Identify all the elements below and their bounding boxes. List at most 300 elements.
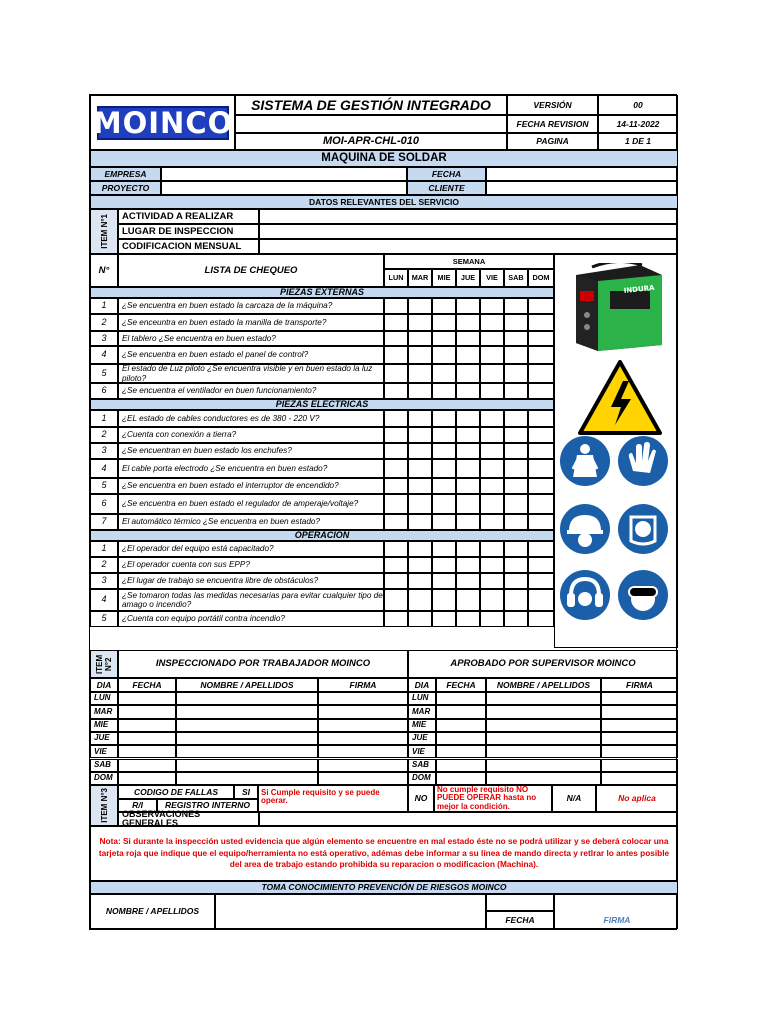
empresa-field[interactable]	[161, 167, 407, 181]
day-header-dom: DOM	[528, 269, 554, 287]
check-cell[interactable]	[432, 494, 456, 514]
supervisor-dia-header: DIA	[408, 678, 436, 692]
day-header-mar: MAR	[408, 269, 432, 287]
check-cell[interactable]	[408, 459, 432, 478]
item-number: 4	[90, 589, 118, 611]
check-cell[interactable]	[528, 427, 554, 443]
item-number: 5	[90, 364, 118, 383]
codigo-fallas-label: CODIGO DE FALLAS	[118, 785, 234, 799]
check-cell[interactable]	[480, 331, 504, 346]
supervisor-fecha-header: FECHA	[436, 678, 486, 692]
check-cell[interactable]	[456, 514, 480, 530]
check-cell[interactable]	[384, 494, 408, 514]
checklist-question: El automático térmico ¿Se encuentra en buen estado?	[118, 514, 384, 530]
check-cell[interactable]	[528, 514, 554, 530]
item1-label: ITEM N°1	[99, 214, 109, 249]
item-number: 4	[90, 459, 118, 478]
check-cell[interactable]	[432, 478, 456, 494]
form-sheet	[89, 94, 677, 930]
item-number: 3	[90, 573, 118, 589]
check-cell[interactable]	[456, 314, 480, 331]
trabajador-fecha-cell[interactable]	[118, 745, 176, 758]
check-cell[interactable]	[384, 573, 408, 589]
check-cell[interactable]	[480, 557, 504, 573]
check-cell[interactable]	[456, 459, 480, 478]
trabajador-firma-cell[interactable]	[318, 759, 408, 772]
supervisor-nombre-header: NOMBRE / APELLIDOS	[486, 678, 601, 692]
item3-label: ITEM N°3	[99, 788, 109, 823]
check-cell[interactable]	[480, 494, 504, 514]
check-cell[interactable]	[408, 478, 432, 494]
check-cell[interactable]	[528, 589, 554, 611]
supervisor-nombre-cell[interactable]	[486, 759, 601, 772]
trabajador-nombre-cell[interactable]	[176, 705, 318, 718]
sig-day-lun: LUN	[408, 692, 436, 705]
cliente-label: CLIENTE	[407, 181, 486, 195]
check-cell[interactable]	[480, 364, 504, 383]
check-cell[interactable]	[528, 314, 554, 331]
item-number: 3	[90, 331, 118, 346]
check-cell[interactable]	[408, 494, 432, 514]
check-cell[interactable]	[384, 364, 408, 383]
actividad-field[interactable]	[259, 209, 678, 224]
check-cell[interactable]	[384, 346, 408, 364]
pagina-label: PAGINA	[507, 133, 598, 150]
checklist-question: ¿Se encuentra en buen estado la carcaza de la máquina?	[118, 298, 384, 314]
sig-day-jue: JUE	[90, 732, 118, 745]
supervisor-firma-cell[interactable]	[601, 732, 678, 745]
check-cell[interactable]	[432, 514, 456, 530]
sig-day-mar: MAR	[90, 705, 118, 718]
supervisor-nombre-cell[interactable]	[486, 692, 601, 705]
check-cell[interactable]	[480, 573, 504, 589]
check-cell[interactable]	[384, 427, 408, 443]
trabajador-nombre-cell[interactable]	[176, 732, 318, 745]
check-cell[interactable]	[504, 298, 528, 314]
trabajador-fecha-cell[interactable]	[118, 772, 176, 785]
day-header-vie: VIE	[480, 269, 504, 287]
si-code: SI	[234, 785, 258, 799]
supervisor-nombre-cell[interactable]	[486, 745, 601, 758]
proyecto-field[interactable]	[161, 181, 407, 195]
item2-label: ITEM N°2	[95, 654, 113, 674]
supervisor-firma-header: FIRMA	[601, 678, 678, 692]
check-cell[interactable]	[384, 589, 408, 611]
checklist-question: El tablero ¿Se encuentra en buen estado?	[118, 331, 384, 346]
sig-day-mie: MIE	[90, 719, 118, 732]
system-title: SISTEMA DE GESTIÓN INTEGRADO	[235, 95, 507, 115]
check-cell[interactable]	[528, 298, 554, 314]
ri-code: R/I	[118, 799, 157, 812]
codificacion-field[interactable]	[259, 239, 678, 254]
ear-protection-icon	[559, 569, 611, 621]
checklist-question: ¿Se encuentra el ventilador en buen funcionamiento?	[118, 383, 384, 399]
supervisor-firma-cell[interactable]	[601, 772, 678, 785]
supervisor-nombre-cell[interactable]	[486, 719, 601, 732]
day-header-lun: LUN	[384, 269, 408, 287]
fecha-field[interactable]	[486, 167, 678, 181]
check-cell[interactable]	[480, 611, 504, 627]
check-cell[interactable]	[504, 478, 528, 494]
check-cell[interactable]	[480, 443, 504, 459]
item-number: 1	[90, 298, 118, 314]
check-cell[interactable]	[408, 298, 432, 314]
check-cell[interactable]	[480, 346, 504, 364]
checklist-question: El estado de Luz piloto ¿Se encuentra visible y en buen estado la luz piloto?	[118, 364, 384, 383]
item-number: 5	[90, 478, 118, 494]
datos-relevantes-header: DATOS RELEVANTES DEL SERVICIO	[90, 195, 678, 209]
toma-nombre-label: NOMBRE / APELLIDOS	[90, 894, 215, 929]
trabajador-nombre-header: NOMBRE / APELLIDOS	[176, 678, 318, 692]
apron-icon	[559, 435, 611, 487]
logo-text: MOINCO	[92, 106, 234, 140]
toma-firma-label: FIRMA	[603, 914, 631, 925]
supervisor-firma-cell[interactable]	[601, 692, 678, 705]
check-cell[interactable]	[456, 298, 480, 314]
check-cell[interactable]	[456, 589, 480, 611]
check-cell[interactable]	[480, 459, 504, 478]
trabajador-dia-header: DIA	[90, 678, 118, 692]
image-column	[554, 254, 678, 648]
checklist-question: ¿Se tomaron todas las medidas necesarias para evitar cualquier tipo de amago o incendio?	[118, 589, 384, 611]
check-cell[interactable]	[504, 443, 528, 459]
check-cell[interactable]	[528, 573, 554, 589]
electric-hazard-icon	[577, 359, 663, 437]
aprobado-title: APROBADO POR SUPERVISOR MOINCO	[408, 650, 678, 678]
lista-header: LISTA DE CHEQUEO	[118, 254, 384, 287]
trabajador-firma-cell[interactable]	[318, 772, 408, 785]
item-number: 7	[90, 514, 118, 530]
check-cell[interactable]	[408, 611, 432, 627]
check-cell[interactable]	[480, 410, 504, 427]
registro-interno-label: REGISTRO INTERNO	[157, 799, 258, 812]
check-cell[interactable]	[480, 478, 504, 494]
trabajador-fecha-header: FECHA	[118, 678, 176, 692]
check-cell[interactable]	[504, 364, 528, 383]
check-cell[interactable]	[504, 383, 528, 399]
document-code: MOI-APR-CHL-010	[235, 133, 507, 150]
checklist-question: ¿Se encuentra en buen estado el interruptor de encendido?	[118, 478, 384, 494]
trabajador-fecha-cell[interactable]	[118, 759, 176, 772]
section-header: OPERACION	[90, 530, 554, 541]
check-cell[interactable]	[480, 427, 504, 443]
supervisor-nombre-cell[interactable]	[486, 772, 601, 785]
supervisor-firma-cell[interactable]	[601, 705, 678, 718]
goggles-icon	[617, 569, 669, 621]
check-cell[interactable]	[456, 557, 480, 573]
lugar-field[interactable]	[259, 224, 678, 239]
trabajador-firma-header: FIRMA	[318, 678, 408, 692]
section-header: PIEZAS ELECTRICAS	[90, 399, 554, 410]
n-header: N°	[90, 254, 118, 287]
supervisor-fecha-cell[interactable]	[436, 732, 486, 745]
supervisor-firma-cell[interactable]	[601, 719, 678, 732]
toma-fecha-field[interactable]	[486, 894, 554, 911]
pagina-value: 1 DE 1	[598, 133, 678, 150]
section-header: PIEZAS EXTERNAS	[90, 287, 554, 298]
check-cell[interactable]	[456, 541, 480, 557]
fecha-revision-value: 14-11-2022	[598, 115, 678, 133]
check-cell[interactable]	[408, 427, 432, 443]
no-code: NO	[408, 785, 434, 812]
nota-text: Nota: Si durante la inspección usted evidencia que algún elemento se encuentre en mal estado éste no se podrá utilizar y se deberá colocar una tarjeta roja que indique que el equipo/herramienta no está operativo, adémas debe informar a su línea de mando directa y retlrar lo antes posible del area de trabajo estando prohibida su reparacion o modificacion (Machina).	[90, 826, 678, 881]
check-cell[interactable]	[408, 331, 432, 346]
sig-day-sab: SAB	[408, 759, 436, 772]
check-cell[interactable]	[456, 383, 480, 399]
check-cell[interactable]	[384, 541, 408, 557]
check-cell[interactable]	[528, 478, 554, 494]
check-cell[interactable]	[408, 514, 432, 530]
cliente-field[interactable]	[486, 181, 678, 195]
check-cell[interactable]	[456, 410, 480, 427]
check-cell[interactable]	[504, 541, 528, 557]
check-cell[interactable]	[456, 478, 480, 494]
sig-day-jue: JUE	[408, 732, 436, 745]
item-number: 6	[90, 383, 118, 399]
check-cell[interactable]	[408, 314, 432, 331]
supervisor-fecha-cell[interactable]	[436, 719, 486, 732]
actividad-label: ACTIVIDAD A REALIZAR	[118, 209, 259, 224]
check-cell[interactable]	[408, 541, 432, 557]
checklist-question: ¿EL estado de cables conductores es de 380 - 220 V?	[118, 410, 384, 427]
logo-cell	[90, 95, 235, 150]
fecha-revision-label: FECHA REVISION	[507, 115, 598, 133]
check-cell[interactable]	[408, 383, 432, 399]
supervisor-firma-cell[interactable]	[601, 759, 678, 772]
toma-fecha-label: FECHA	[486, 911, 554, 929]
welding-machine-image	[568, 263, 664, 351]
sig-day-mar: MAR	[408, 705, 436, 718]
check-cell[interactable]	[504, 331, 528, 346]
check-cell[interactable]	[456, 331, 480, 346]
moinco-logo	[92, 106, 234, 140]
sig-day-vie: VIE	[408, 745, 436, 758]
check-cell[interactable]	[384, 410, 408, 427]
trabajador-fecha-cell[interactable]	[118, 732, 176, 745]
trabajador-nombre-cell[interactable]	[176, 692, 318, 705]
check-cell[interactable]	[408, 410, 432, 427]
check-cell[interactable]	[408, 557, 432, 573]
trabajador-fecha-cell[interactable]	[118, 692, 176, 705]
check-cell[interactable]	[456, 443, 480, 459]
check-cell[interactable]	[528, 611, 554, 627]
trabajador-fecha-cell[interactable]	[118, 705, 176, 718]
check-cell[interactable]	[408, 346, 432, 364]
check-cell[interactable]	[528, 459, 554, 478]
check-cell[interactable]	[504, 611, 528, 627]
trabajador-firma-cell[interactable]	[318, 692, 408, 705]
check-cell[interactable]	[504, 589, 528, 611]
gloves-icon	[617, 435, 669, 487]
check-cell[interactable]	[504, 410, 528, 427]
check-cell[interactable]	[432, 611, 456, 627]
si-description: Si Cumple requisito y se puede operar.	[258, 785, 408, 812]
check-cell[interactable]	[384, 443, 408, 459]
check-cell[interactable]	[384, 383, 408, 399]
check-cell[interactable]	[528, 383, 554, 399]
checklist-question: ¿Se enceuntra en buen estado la manilla de transporte?	[118, 314, 384, 331]
trabajador-firma-cell[interactable]	[318, 705, 408, 718]
check-cell[interactable]	[528, 557, 554, 573]
item-number: 2	[90, 314, 118, 331]
title-blank	[235, 115, 507, 133]
check-cell[interactable]	[504, 346, 528, 364]
check-cell[interactable]	[432, 298, 456, 314]
check-cell[interactable]	[384, 331, 408, 346]
item-number: 6	[90, 494, 118, 514]
check-cell[interactable]	[528, 364, 554, 383]
sig-day-vie: VIE	[90, 745, 118, 758]
check-cell[interactable]	[480, 514, 504, 530]
sig-day-dom: DOM	[90, 772, 118, 785]
document-title: MAQUINA DE SOLDAR	[90, 150, 678, 167]
check-cell[interactable]	[480, 541, 504, 557]
supervisor-fecha-cell[interactable]	[436, 772, 486, 785]
check-cell[interactable]	[384, 314, 408, 331]
observaciones-field[interactable]	[259, 812, 678, 826]
check-cell[interactable]	[432, 410, 456, 427]
trabajador-nombre-cell[interactable]	[176, 759, 318, 772]
machine-brand-text: INDURA	[623, 283, 655, 295]
supervisor-nombre-cell[interactable]	[486, 732, 601, 745]
check-cell[interactable]	[456, 494, 480, 514]
check-cell[interactable]	[504, 459, 528, 478]
trabajador-firma-cell[interactable]	[318, 745, 408, 758]
check-cell[interactable]	[384, 557, 408, 573]
check-cell[interactable]	[456, 573, 480, 589]
codificacion-label: CODIFICACION MENSUAL	[118, 239, 259, 254]
check-cell[interactable]	[432, 443, 456, 459]
check-cell[interactable]	[528, 346, 554, 364]
check-cell[interactable]	[504, 314, 528, 331]
no-description: No cumple requisito NO PUEDE OPERAR hasta no mejor la condición.	[434, 785, 552, 812]
item-number: 4	[90, 346, 118, 364]
toma-firma-cell[interactable]	[554, 894, 678, 929]
check-cell[interactable]	[408, 573, 432, 589]
check-cell[interactable]	[432, 314, 456, 331]
check-cell[interactable]	[504, 573, 528, 589]
supervisor-fecha-cell[interactable]	[436, 759, 486, 772]
face-shield-icon	[617, 503, 669, 555]
trabajador-firma-cell[interactable]	[318, 719, 408, 732]
version-label: VERSIÓN	[507, 95, 598, 115]
observaciones-label: OBSERVACIONES GENERALES	[118, 812, 259, 826]
check-cell[interactable]	[384, 298, 408, 314]
check-cell[interactable]	[432, 541, 456, 557]
trabajador-nombre-cell[interactable]	[176, 745, 318, 758]
checklist-question: El cable porta electrodo ¿Se encuentra en buen estado?	[118, 459, 384, 478]
checklist-question: ¿El operador del equipo está capacitado?	[118, 541, 384, 557]
check-cell[interactable]	[432, 589, 456, 611]
check-cell[interactable]	[456, 364, 480, 383]
item-number: 2	[90, 427, 118, 443]
check-cell[interactable]	[528, 331, 554, 346]
empresa-label: EMPRESA	[90, 167, 161, 181]
checklist-question: ¿Se encuentra en buen estado el panel de control?	[118, 346, 384, 364]
check-cell[interactable]	[432, 573, 456, 589]
supervisor-fecha-cell[interactable]	[436, 705, 486, 718]
helmet-icon	[559, 503, 611, 555]
checklist-question: ¿El operador cuenta con sus EPP?	[118, 557, 384, 573]
check-cell[interactable]	[480, 298, 504, 314]
check-cell[interactable]	[432, 364, 456, 383]
supervisor-firma-cell[interactable]	[601, 745, 678, 758]
sig-day-dom: DOM	[408, 772, 436, 785]
check-cell[interactable]	[384, 459, 408, 478]
check-cell[interactable]	[528, 443, 554, 459]
item-number: 5	[90, 611, 118, 627]
check-cell[interactable]	[480, 314, 504, 331]
day-header-sab: SAB	[504, 269, 528, 287]
check-cell[interactable]	[528, 410, 554, 427]
item-number: 1	[90, 541, 118, 557]
checklist-question: ¿El lugar de trabajo se encuentra libre de obstáculos?	[118, 573, 384, 589]
check-cell[interactable]	[384, 611, 408, 627]
check-cell[interactable]	[480, 383, 504, 399]
check-cell[interactable]	[432, 346, 456, 364]
check-cell[interactable]	[432, 331, 456, 346]
sig-day-lun: LUN	[90, 692, 118, 705]
trabajador-nombre-cell[interactable]	[176, 772, 318, 785]
supervisor-nombre-cell[interactable]	[486, 705, 601, 718]
check-cell[interactable]	[456, 346, 480, 364]
item-number: 3	[90, 443, 118, 459]
item1-cell	[90, 209, 118, 254]
na-description: No aplica	[596, 785, 678, 812]
toma-conocimiento-header: TOMA CONOCIMIENTO PREVENCIÓN DE RIESGOS MOINCO	[90, 881, 678, 894]
supervisor-fecha-cell[interactable]	[436, 692, 486, 705]
check-cell[interactable]	[456, 427, 480, 443]
check-cell[interactable]	[480, 589, 504, 611]
check-cell[interactable]	[504, 557, 528, 573]
day-header-jue: JUE	[456, 269, 480, 287]
check-cell[interactable]	[432, 383, 456, 399]
check-cell[interactable]	[528, 541, 554, 557]
check-cell[interactable]	[384, 514, 408, 530]
check-cell[interactable]	[504, 514, 528, 530]
check-cell[interactable]	[456, 611, 480, 627]
checklist-question: ¿Se encuentra en buen estado el regulador de amperaje/voltaje?	[118, 494, 384, 514]
proyecto-label: PROYECTO	[90, 181, 161, 195]
item2-cell	[90, 650, 118, 678]
check-cell[interactable]	[408, 364, 432, 383]
supervisor-fecha-cell[interactable]	[436, 745, 486, 758]
item-number: 1	[90, 410, 118, 427]
trabajador-nombre-cell[interactable]	[176, 719, 318, 732]
item3-cell	[90, 785, 118, 826]
checklist-question: ¿Cuenta con conexión a tierra?	[118, 427, 384, 443]
toma-nombre-field[interactable]	[215, 894, 486, 929]
check-cell[interactable]	[432, 459, 456, 478]
trabajador-fecha-cell[interactable]	[118, 719, 176, 732]
check-cell[interactable]	[504, 427, 528, 443]
lugar-label: LUGAR DE INSPECCION	[118, 224, 259, 239]
inspeccionado-title: INSPECCIONADO POR TRABAJADOR MOINCO	[118, 650, 408, 678]
version-value: 00	[598, 95, 678, 115]
check-cell[interactable]	[504, 494, 528, 514]
check-cell[interactable]	[408, 589, 432, 611]
check-cell[interactable]	[528, 494, 554, 514]
na-code: N/A	[552, 785, 596, 812]
check-cell[interactable]	[432, 557, 456, 573]
sig-day-mie: MIE	[408, 719, 436, 732]
check-cell[interactable]	[384, 478, 408, 494]
day-header-mie: MIE	[432, 269, 456, 287]
check-cell[interactable]	[408, 443, 432, 459]
trabajador-firma-cell[interactable]	[318, 732, 408, 745]
sig-day-sab: SAB	[90, 759, 118, 772]
check-cell[interactable]	[432, 427, 456, 443]
